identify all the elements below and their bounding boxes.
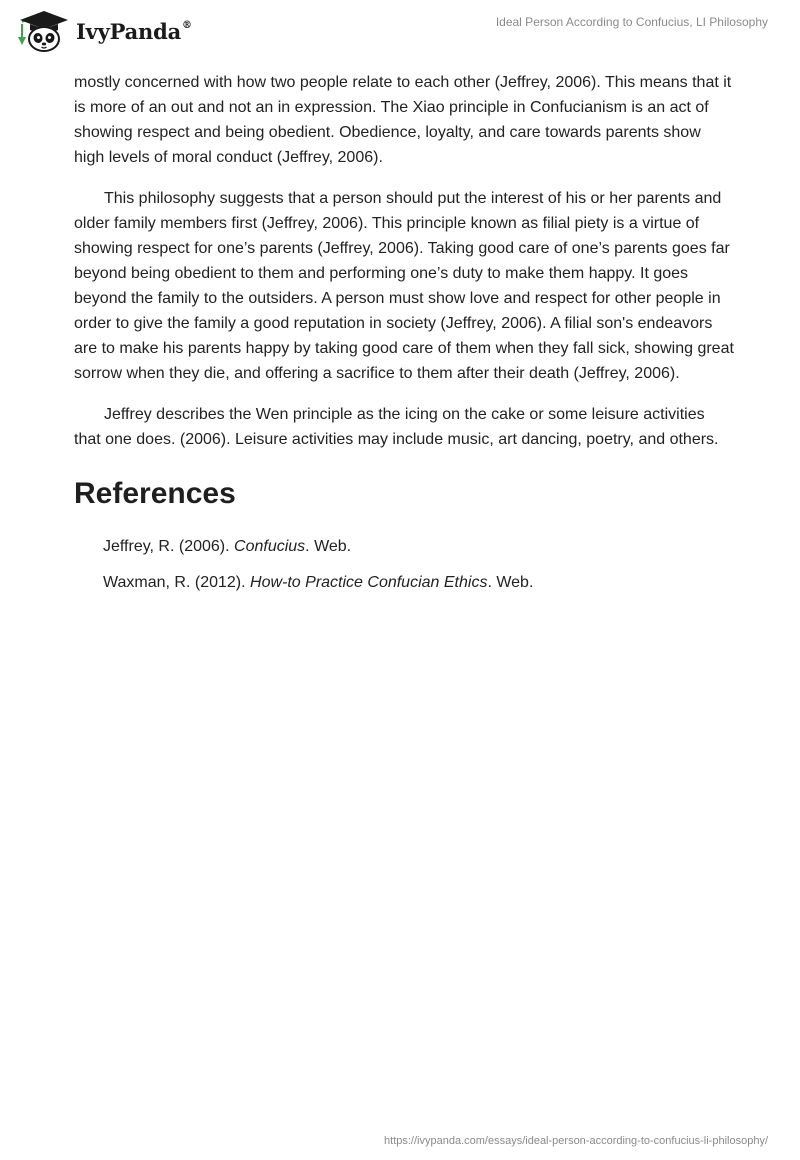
reference-suffix: . Web. bbox=[487, 574, 534, 591]
reference-item bbox=[103, 572, 734, 594]
page-header bbox=[0, 0, 800, 60]
body-paragraph: This philosophy suggests that a person should put the interest of his or her parents and older family members first (Jeffrey, 2006). This principle known as filial piety is a virtue of showing respect for one’s parents (Jeffrey, 2006). Taking good care of one’s parents goes far beyond being obedient to them and performing one’s duty to make them happy. It goes beyond the family to the outsiders. A person must show love and respect for other people in order to give the family a good reputation in society (Jeffrey, 2006). A filial son's endeavors are to make his parents happy by taking good care of them when they fall sick, showing great sorrow when they die, and offering a sacrifice to them after their death (Jeffrey, 2006). bbox=[74, 190, 734, 382]
reference-author: Jeffrey, R. (2006). bbox=[103, 538, 235, 555]
references-heading: References bbox=[74, 477, 236, 510]
panda-graduate-icon bbox=[14, 8, 72, 52]
reference-title: Confucius bbox=[234, 538, 306, 555]
reference-item bbox=[103, 536, 734, 558]
document-title: Ideal Person According to Confucius, LI Philosophy bbox=[495, 15, 768, 29]
logo-wordmark bbox=[76, 19, 192, 44]
body-paragraph: mostly concerned with how two people relate to each other (Jeffrey, 2006). This means that it is more of an out and not an in expression. The Xiao principle in Confucianism is an act of showing respect and being obedient. Obedience, loyalty, and care towards parents show high levels of moral conduct (Jeffrey, 2006). bbox=[74, 74, 732, 166]
reference-title: How-to Practice Confucian Ethics bbox=[250, 574, 488, 591]
document-body bbox=[74, 70, 734, 608]
ivypanda-logo[interactable] bbox=[14, 8, 192, 52]
registered-mark: ® bbox=[182, 19, 192, 31]
reference-suffix: . Web. bbox=[305, 538, 352, 555]
reference-author: Waxman, R. (2012). bbox=[103, 574, 251, 591]
logo-text: IvyPanda bbox=[76, 18, 182, 44]
source-url[interactable]: https://ivypanda.com/essays/ideal-person-according-to-confucius-li-philosophy/ bbox=[384, 1135, 768, 1147]
body-paragraph: Jeffrey describes the Wen principle as the icing on the cake or some leisure activities that one does. (2006). Leisure activities may include music, art dancing, poetry, and others. bbox=[74, 406, 719, 448]
